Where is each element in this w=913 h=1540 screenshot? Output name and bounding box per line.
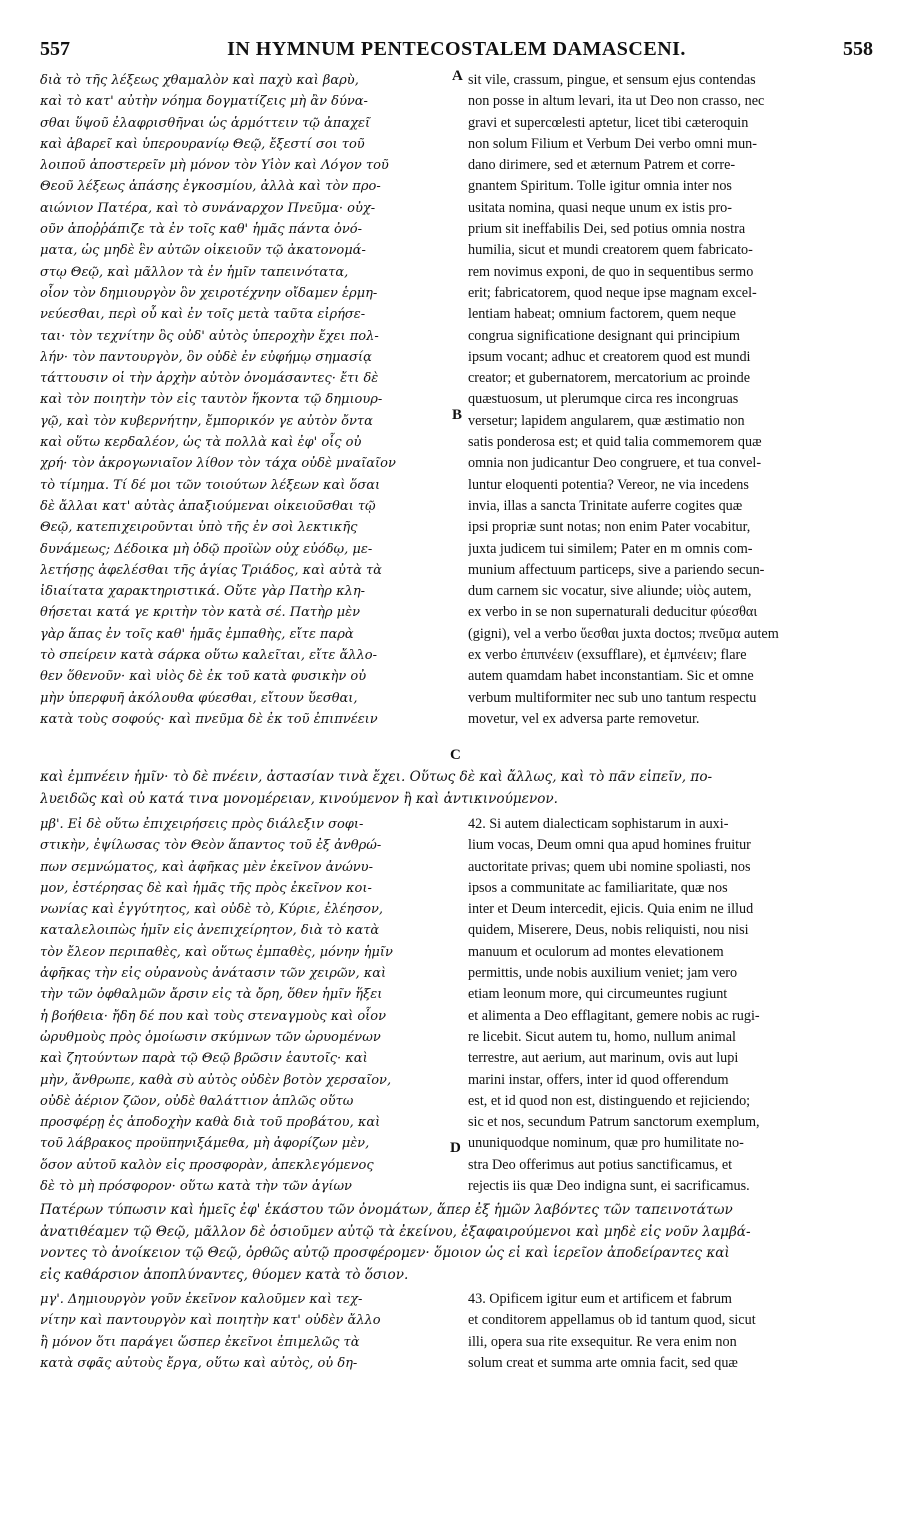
latin-text-line: marini instar, offers, inter id quod offerendum: [468, 1071, 729, 1088]
greek-text-line: χρή· τὸν ἀκρογωνιαῖον λίθον τὸν τάχα οὐδὲ μναῖαῖον: [40, 456, 396, 472]
greek-text-line: ἡ βοήθεια· ἤδη δέ που καὶ τοὺς στεναγμοὺς καὶ οἷον: [40, 1008, 387, 1024]
latin-text-line: omnia non judicantur Deo congruere, et tua convel-: [468, 455, 762, 472]
latin-column-section-43: [468, 1289, 876, 1374]
latin-text-line: quidem, Miserere, Deus, nobis reliquisti, nou nisi: [468, 922, 749, 939]
latin-text-line: movetur, vel ex adversa parte removetur.: [468, 710, 700, 727]
greek-text-line: πων σεμνώματος, καὶ ἀφῆκας μὲν ἐκεῖνον ἀνώνυ-: [40, 859, 373, 875]
greek-text-line: κατὰ σφᾶς αὐτοὺς ἔργα, οὕτω καὶ αὐτὸς, οὐ δη-: [40, 1355, 358, 1371]
latin-text-line: ex verbo in se non supernaturali deducitur φύεσθαι: [468, 604, 758, 621]
latin-text-line: invia, illas a sancta Trinitate auferre cogites quæ: [468, 497, 743, 514]
latin-text-line: permittis, unde nobis auxilium veniet; jam vero: [468, 965, 738, 982]
running-header: [40, 38, 873, 66]
latin-text-line: dum carnem sic vocatur, sive aliunde; υἱὸς autem,: [468, 583, 752, 600]
greek-column-top: [40, 70, 452, 730]
latin-text-line: ipsi propriæ sunt notas; non enim Pater vocabitur,: [468, 519, 751, 536]
latin-text-line: rem novimus exponi, de quo in sequentibus sermo: [468, 263, 754, 280]
greek-text-line: καὶ τὸ κατ' αὐτὴν νόημα δογματίζεις μὴ ἂν δύνα-: [40, 94, 368, 110]
greek-text-line: ἢ μόνον ὅτι παράγει ὥσπερ ἐκεῖνοι ἐπιμελῶς τὰ: [40, 1334, 360, 1350]
latin-text-line: auctoritate privas; quem ubi nomine spoliasti, nos: [468, 858, 751, 875]
greek-text-line: κατὰ τοὺς σοφούς· καὶ πνεῦμα δὲ ἐκ τοῦ ἐπιπνέειν: [40, 711, 378, 727]
latin-text-line: quæstuosum, ut plerumque circa res incongruas: [468, 391, 739, 408]
latin-text-line: creator; et gubernatorem, mercatorium ac proinde: [468, 370, 751, 387]
greek-text-line: μγ'. Δημιουργὸν γοῦν ἐκεῖνον καλοῦμεν καὶ τεχ-: [40, 1292, 363, 1307]
latin-text-line: autem quamdam habet inconstantiam. Sic et omne: [468, 668, 754, 685]
greek-text-line: οῦν ἀποῤῥάπιζε τὰ ἐν τοῖς καθ' ἡμᾶς πάντα ὀνό-: [40, 222, 362, 238]
latin-text-line: re licebit. Sicut autem tu, homo, nullum animal: [468, 1028, 736, 1045]
latin-text-line: ipsum vocant; adhuc et creatorem quod est mundi: [468, 348, 751, 365]
margin-marker-b: B: [452, 407, 463, 423]
greek-text-line: νωνίας καὶ ἐγγύτητος, καὶ οὐδὲ τὸ, Κύριε, ἐλέησον,: [40, 902, 383, 918]
latin-text-line: et conditorem appellamus ob id tantum quod, sicut: [468, 1312, 756, 1329]
latin-text-line: rejectis iis quæ Deo indigna sunt, ei sacrificamus.: [468, 1178, 750, 1195]
latin-text-line: est, et id quod non est, distinguendo et rejiciendo;: [468, 1092, 751, 1109]
margin-marker-a: A: [452, 68, 463, 84]
latin-text-line: et alimenta a Deo efflagitant, gemere nobis ac rugi-: [468, 1007, 760, 1024]
greek-text-line: καὶ ἀβαρεῖ καὶ ὑπερουρανίῳ Θεῷ, ἔξεστί σοι τοῦ: [40, 136, 365, 152]
greek-text-line: τὸν ἔλεον περιπαθὲς, καὶ οὕτως ἐμπαθὲς, μόνην ἡμῖν: [40, 944, 393, 960]
latin-column-top: [468, 70, 876, 730]
greek-text-line: καὶ οὕτω κερδαλέον, ὡς τὰ πολλὰ καὶ ἐφ' οἷς οὐ: [40, 435, 362, 451]
greek-text-line: οὐδὲ ἀέριον ζῶον, οὐδὲ θαλάττιον ἁπλῶς οὕτω: [40, 1093, 354, 1109]
latin-text-line: 42. Si autem dialecticam sophistarum in auxi-: [468, 816, 729, 832]
greek-column-section-42: [40, 814, 452, 1197]
latin-text-line: juxta judicem tui similem; Pater en m omnis com-: [468, 540, 753, 557]
latin-text-line: lentiam habeat; omnium factorem, quem neque: [468, 306, 736, 323]
greek-text-line: Θεῷ, κατεπιχειροῦνται ὑπὸ τῆς ἐν σοὶ λεκτικῆς: [40, 520, 358, 536]
greek-text-line: ὅσον αὐτοῦ καλὸν εἰς προσφορὰν, ἀπεκλεγόμενος: [40, 1157, 374, 1173]
greek-text-line: τοῦ λάβρακος προϋπηνιξάμεθα, μὴ ἀφορίζων μὲν,: [40, 1136, 370, 1152]
greek-text-line: αιώνιον Πατέρα, καὶ τὸ συνάναρχον Πνεῦμα· οὐχ-: [40, 200, 376, 216]
greek-text-line: μὴν, ἄνθρωπε, καθὰ σὺ αὐτὸς οὐδὲν βοτὸν χερσαῖον,: [40, 1072, 392, 1088]
greek-text-line: ται· τὸν τεχνίτην ὃς οὐδ' αὐτὸς ὑπεροχὴν ἔχει πολ-: [40, 328, 379, 344]
latin-text-line: sic et nos, secundum Patrum sanctorum exemplum,: [468, 1114, 760, 1131]
latin-text-line: ununiquodque nominum, quæ pro humilitate no-: [468, 1135, 744, 1152]
latin-text-line: humilia, sicut et mundi creatorem quem fabricato-: [468, 242, 753, 259]
latin-text-line: non solum Filium et Verbum Dei verbo omni mun-: [468, 135, 757, 152]
latin-text-line: etiam leonum more, qui circumeuntes rugiunt: [468, 986, 728, 1003]
greek-text-line: διὰ τὸ τῆς λέξεως χθαμαλὸν καὶ παχὺ καὶ βαρὺ,: [40, 73, 359, 88]
latin-text-line: sit vile, crassum, pingue, et sensum ejus contendas: [468, 72, 756, 88]
latin-text-line: versetur; lapidem angularem, quæ æstimatio non: [468, 412, 745, 429]
greek-text-line: τὸ σπείρειν κατὰ σάρκα οὕτω καλεῖται, εἴτε ἄλλο-: [40, 648, 377, 664]
running-title: IN HYMNUM PENTECOSTALEM DAMASCENI.: [227, 38, 686, 60]
latin-text-line: erit; fabricatorem, quod neque ipse magnam excel-: [468, 284, 757, 301]
greek-text-line: οἷον τὸν δημιουργὸν ὃν χειροτέχνην οἴδαμεν ἑρμη-: [40, 285, 378, 301]
greek-text-line: Θεοῦ λέξεως ἁπάσης ἐγκοσμίου, ἀλλὰ καὶ τὸν προ-: [40, 179, 381, 195]
latin-text-line: 43. Opificem igitur eum et artificem et fabrum: [468, 1291, 732, 1307]
latin-text-line: congrua significatione designant qui principium: [468, 327, 740, 344]
greek-full-width-continuation: [40, 767, 883, 810]
latin-text-line: manuum et oculorum ad montes elevationem: [468, 943, 724, 960]
greek-text-line: τὸ τίμημα. Τί δέ μοι τῶν τοιούτων λέξεων καὶ ὅσαι: [40, 477, 381, 493]
latin-text-line: prium sit ineffabilis Dei, sed potius omnia nostra: [468, 221, 746, 238]
latin-text-line: gnantem Spiritum. Tolle igitur omnia inter nos: [468, 178, 732, 195]
greek-full-width-lower: [40, 1200, 883, 1286]
latin-text-line: gravi et supercœlesti aptetur, licet tibi cæteroquin: [468, 114, 749, 131]
greek-text-line: λοιποῦ ἀποστερεῖν μὴ μόνον τὸν Υἱὸν καὶ Λόγον τοῦ: [40, 158, 389, 174]
greek-text-line: ὠρυθμοὺς πρὸς ὁμοίωσιν σκύμνων τῶν ὠρυομένων: [40, 1029, 381, 1045]
greek-text-line: σθαι ὕψοῦ ἐλαφρισθῆναι ὡς ἁρμόττειν τῷ ἀπαχεῖ: [40, 115, 371, 131]
greek-text-line: γῷ, καὶ τὸν κυβερνήτην, ἔμπορικόν γε αὐτὸν ὄντα: [40, 413, 373, 429]
latin-text-line: non posse in altum levari, ita ut Deo non crasso, nec: [468, 93, 765, 110]
greek-text-line: νίτην καὶ παντουργὸν καὶ ποιητὴν κατ' οὐδὲν ἄλλο: [40, 1313, 381, 1329]
latin-text-line: usitata nomina, quasi neque unum ex istis pro-: [468, 199, 732, 216]
greek-text-line: ἀφῆκας τὴν εἰς οὐρανοὺς ἀνάτασιν τῶν χειρῶν, καὶ: [40, 966, 387, 982]
greek-text-line: εἰς καθάρσιον ἀποπλύναντες, θύομεν κατὰ τὸ ὅσιον.: [40, 1266, 409, 1283]
greek-text-line: γὰρ ἅπας ἐν τοῖς καθ' ἡμᾶς ἐμπαθὴς, εἴτε παρὰ: [40, 626, 354, 642]
greek-text-line: λετήσῃς ἀφελέσθαι τῆς ἁγίας Τριάδος, καὶ αὐτὰ τὰ: [40, 562, 382, 578]
greek-text-line: μὴν ὑπερφυῆ ἀκόλουθα φύεσθαι, εἴτουν ὕεσθαι,: [40, 690, 358, 706]
page-number-right: 558: [843, 38, 873, 60]
latin-text-line: dano dirimere, sed et æternum Patrem et corre-: [468, 157, 736, 174]
latin-text-line: munium affectuum particeps, sive a pariendo secun-: [468, 561, 765, 578]
greek-text-line: καὶ ζητούντων παρὰ τῷ Θεῷ βρῶσιν ἑαυτοῖς· καὶ: [40, 1051, 368, 1067]
latin-text-line: (gigni), vel a verbo ὕεσθαι juxta doctos; πνεῦμα autem: [468, 625, 779, 642]
greek-text-line: τὴν τῶν ὀφθαλμῶν ἄρσιν εἰς τὰ ὄρη, ὅθεν ἡμῖν ἥξει: [40, 987, 383, 1003]
latin-column-section-42: [468, 814, 876, 1197]
greek-text-line: καταλελοιπὼς ἡμῖν εἰς ἀνεπιχείρητον, διὰ τὸ κατὰ: [40, 923, 380, 939]
greek-text-line: θήσεται κατά γε κριτὴν τὸν κατὰ σέ. Πατὴρ μὲν: [40, 605, 361, 621]
greek-text-line: στικὴν, ἐψίλωσας τὸν Θεὸν ἅπαντος τοῦ ἐξ ἀνθρώ-: [40, 838, 382, 854]
greek-text-line: λυειδῶς καὶ οὐ κατά τινα μονομέρειαν, κινούμενον ἢ καὶ ἀντικινούμενον.: [40, 790, 558, 807]
greek-text-line: δὲ ἄλλαι κατ' αὐτὰς ἀπαξιούμεναι οἰκειοῦσθαι τῷ: [40, 498, 376, 514]
latin-text-line: luntur eloquenti potentia? Vereor, ne via incedens: [468, 476, 749, 493]
greek-column-section-43: [40, 1289, 452, 1374]
greek-text-line: ματα, ὡς μηδὲ ἓν αὐτῶν οἰκειοῦν τῷ ἀκατονομά-: [40, 243, 366, 259]
greek-text-line: θεν ὅθενοῦν· καὶ υἱὸς δὲ ἐκ τοῦ κατὰ φυσικὴν οὐ: [40, 669, 367, 685]
greek-text-line: καὶ τὸν ποιητὴν τὸν εἰς ταυτὸν ἥκοντα τῷ δημιουρ-: [40, 392, 383, 408]
latin-text-line: ipsos a communitate ac familiaritate, quæ nos: [468, 879, 728, 896]
latin-text-line: solum creat et summa arte omnia facit, sed quæ: [468, 1354, 738, 1371]
greek-text-line: ἀνατιθέαμεν τῷ Θεῷ, μᾶλλον δὲ ὁσιοῦμεν αὐτῷ τὰ ἐκείνου, ἐξαφαιρούμενοι καὶ μηδὲ εἰς νοῦν λαμβά-: [40, 1223, 751, 1240]
greek-text-line: νεύεσθαι, περὶ οὗ καὶ ἐν τοῖς μετὰ ταῦτα εἰρήσε-: [40, 307, 366, 323]
greek-text-line: νοντες τὸ ἀνοίκειον τῷ Θεῷ, ὀρθῶς αὐτῷ προσφέρομεν· ὅμοιον ὡς εἰ καὶ ἱερεῖον ἀποδείραντες καὶ: [40, 1245, 730, 1261]
greek-text-line: καὶ ἐμπνέειν ἡμῖν· τὸ δὲ πνέειν, ἀστασίαν τινὰ ἔχει. Οὕτως δὲ καὶ ἄλλως, καὶ τὸ πᾶν εἰπεῖν, πο-: [40, 769, 713, 785]
latin-text-line: verbum multiformiter nec sub uno tantum respectu: [468, 689, 757, 706]
greek-text-line: στῳ Θεῷ, καὶ μᾶλλον τὰ ἐν ἡμῖν ταπεινότατα,: [40, 264, 349, 280]
page-number-left: 557: [40, 38, 70, 60]
latin-text-line: lium vocas, Deum omni qua apud homines fruitur: [468, 837, 751, 854]
greek-text-line: λήν· τὸν παντουργὸν, ὃν οὐδὲ ἐν εὐφήμῳ σημασίᾳ: [40, 349, 372, 365]
greek-text-line: Πατέρων τύπωσιν καὶ ἡμεῖς ἐφ' ἑκάστου τῶν ὀνομάτων, ἅπερ ἐξ ἡμῶν λαβόντες τῶν ταπεινοτάτων: [40, 1202, 733, 1218]
latin-text-line: stra Deo offerimus aut potius sanctificamus, et: [468, 1156, 733, 1173]
greek-text-line: προσφέρῃ ἐς ἀποδοχὴν καθὰ διὰ τοῦ προβάτου, καὶ: [40, 1115, 381, 1131]
margin-marker-c: C: [450, 747, 461, 763]
greek-text-line: τάττουσιν οἱ τὴν ἀρχὴν αὐτὸν ὀνομάσαντες· ἔτι δὲ: [40, 371, 379, 387]
greek-text-line: μον, ἐστέρησας δὲ καὶ ἡμᾶς τῆς πρὸς ἐκεῖνον κοι-: [40, 880, 372, 896]
greek-text-line: δὲ τὸ μὴ πρόσφορον· οὕτω κατὰ τὴν τῶν ἁγίων: [40, 1179, 352, 1195]
greek-text-line: ἰδιαίτατα χαρακτηριστικά. Οὔτε γὰρ Πατὴρ κλη-: [40, 584, 366, 600]
latin-text-line: ex verbo ἐπιπνέειν (exsufflare), et ἐμπνέειν; flare: [468, 647, 747, 664]
latin-text-line: satis ponderosa est; et quid talia commemorem quæ: [468, 434, 762, 451]
margin-marker-d: D: [450, 1140, 461, 1156]
latin-text-line: illi, opera sua rite exsequitur. Re vera enim non: [468, 1333, 737, 1350]
latin-text-line: inter et Deum intercedit, ejicis. Quia enim ne illud: [468, 901, 754, 918]
greek-text-line: δυνάμεως; Δέδοικα μὴ ὁδῷ προϊὼν οὐχ εὐόδῳ, με-: [40, 541, 373, 557]
greek-text-line: μβ'. Εἰ δὲ οὕτω ἐπιχειρήσεις πρὸς διάλεξιν σοφι-: [40, 817, 364, 832]
latin-text-line: terrestre, aut aerium, aut marinum, ovis aut lupi: [468, 1050, 739, 1067]
